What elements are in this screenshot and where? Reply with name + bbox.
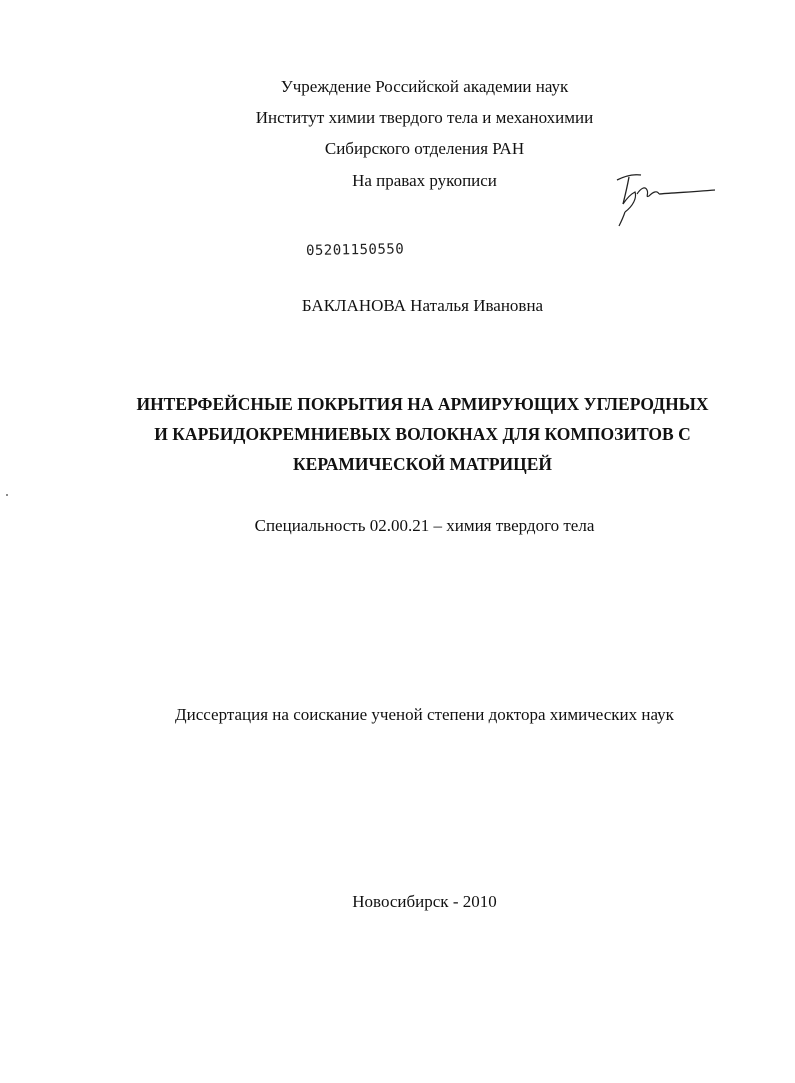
institution-line-1: Учреждение Российской академии наук	[280, 77, 569, 96]
title-line-2: И КАРБИДОКРЕМНИЕВЫХ ВОЛОКНАХ ДЛЯ КОМПОЗИТОВ С	[154, 424, 691, 444]
title-line-1: ИНТЕРФЕЙСНЫЕ ПОКРЫТИЯ НА АРМИРУЮЩИХ УГЛЕРОДНЫХ	[136, 394, 709, 414]
handwritten-signature	[611, 168, 721, 230]
institution-line-3: Сибирского отделения РАН	[324, 139, 525, 158]
author-name: БАКЛАНОВА Наталья Ивановна	[301, 296, 544, 315]
institution-line-2: Институт химии твердого тела и механохимии	[255, 108, 594, 127]
catalog-code: 05201150550	[305, 241, 405, 259]
manuscript-rights-note: На правах рукописи	[352, 171, 497, 190]
dissertation-degree-line: Диссертация на соискание ученой степени доктора химических наук	[175, 705, 674, 724]
speciality-line: Специальность 02.00.21 – химия твердого тела	[254, 516, 595, 535]
place-and-year: Новосибирск - 2010	[352, 892, 497, 911]
title-line-3: КЕРАМИЧЕСКОЙ МАТРИЦЕЙ	[292, 454, 553, 474]
scan-speck	[6, 494, 8, 496]
dissertation-title	[20, 389, 795, 479]
